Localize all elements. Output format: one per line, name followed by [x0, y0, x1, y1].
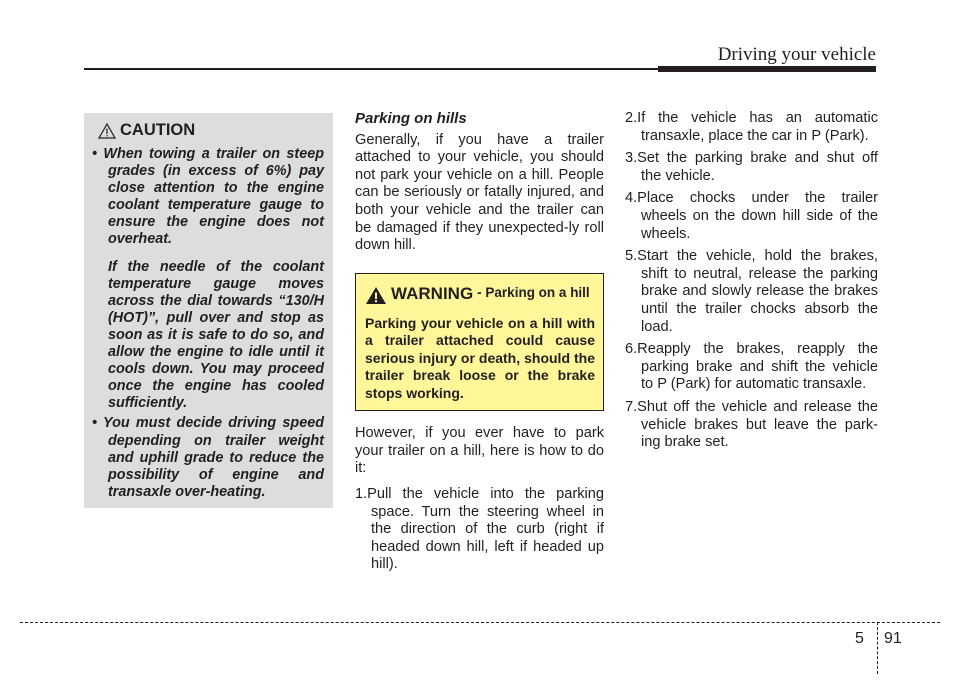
- caution-list: [92, 146, 324, 249]
- header-bar: [658, 66, 876, 72]
- steps-list-1: [355, 486, 604, 574]
- page-number: 91: [884, 630, 902, 647]
- warning-body: Parking your vehicle on a hill with a trailer attached could cause serious injury or death, should the trailer break loose or the brake stops working.: [365, 314, 595, 401]
- section-subtitle: Parking on hills: [355, 110, 467, 127]
- step-item: 2.If the vehicle has an automatic transaxle, place the car in P (Park).: [625, 110, 878, 144]
- caution-header: [98, 121, 324, 140]
- warning-label: WARNING: [391, 283, 474, 303]
- step-item: 3.Set the parking brake and shut off the vehicle.: [625, 150, 878, 184]
- step-item: 4.Place chocks under the trailer wheels on the down hill side of the wheels.: [625, 190, 878, 242]
- warning-box: [355, 273, 604, 412]
- step-item: 6.Reapply the brakes, reapply the parking brake and shift the vehicle to P (Park) for automatic transaxle.: [625, 341, 878, 393]
- middle-column: [355, 110, 604, 574]
- step-item: 5.Start the vehicle, hold the brakes, shift to neutral, release the parking brake and slowly release the brakes until the trailer chocks absorb the load.: [625, 248, 878, 335]
- right-column: [625, 110, 878, 457]
- after-warning-paragraph: However, if you ever have to park your trailer on a hill, here is how to do it:: [355, 425, 604, 477]
- caution-continuation: If the needle of the coolant temperature gauge moves across the dial towards “130/H (HOT)”, pull over and stop as soon as it is safe to do so, and allow the engine to idle until it cools down. You may proceed once the engine has cooled sufficiently.: [108, 258, 324, 412]
- warning-header: [365, 284, 595, 305]
- header-rule: [84, 68, 660, 70]
- warning-triangle-filled-icon: [365, 286, 387, 305]
- step-item: 7.Shut off the vehicle and release the vehicle brakes but leave the park-ing brake set.: [625, 398, 878, 451]
- intro-paragraph: Generally, if you have a trailer attached to your vehicle, you should not park your vehicle on a hill. People can be seriously or fatally injured, and both your vehicle and the trailer can be damaged if they unexpected-ly roll down hill.: [355, 131, 604, 254]
- chapter-number: 5: [855, 630, 864, 647]
- caution-title: CAUTION: [120, 121, 196, 139]
- section-title: Driving your vehicle: [717, 44, 876, 65]
- footer-divider: [877, 622, 878, 674]
- caution-box: [84, 113, 333, 508]
- warning-subtitle: - Parking on a hill: [477, 284, 590, 300]
- step-item: 1.Pull the vehicle into the parking space. Turn the steering wheel in the direction of the curb (right if headed down hill, left if headed up hill).: [355, 486, 604, 573]
- steps-list-2: [625, 110, 878, 452]
- caution-item: • When towing a trailer on steep grades (in excess of 6%) pay close attention to the engine coolant temperature gauge to ensure the engine does not overheat.: [92, 146, 324, 248]
- warning-triangle-outline-icon: [98, 123, 116, 139]
- caution-item: • You must decide driving speed depending on trailer weight and uphill grade to reduce the possibility of engine and transaxle over-heating.: [92, 415, 325, 500]
- caution-list-2: [92, 415, 324, 500]
- footer-rule: [20, 622, 940, 623]
